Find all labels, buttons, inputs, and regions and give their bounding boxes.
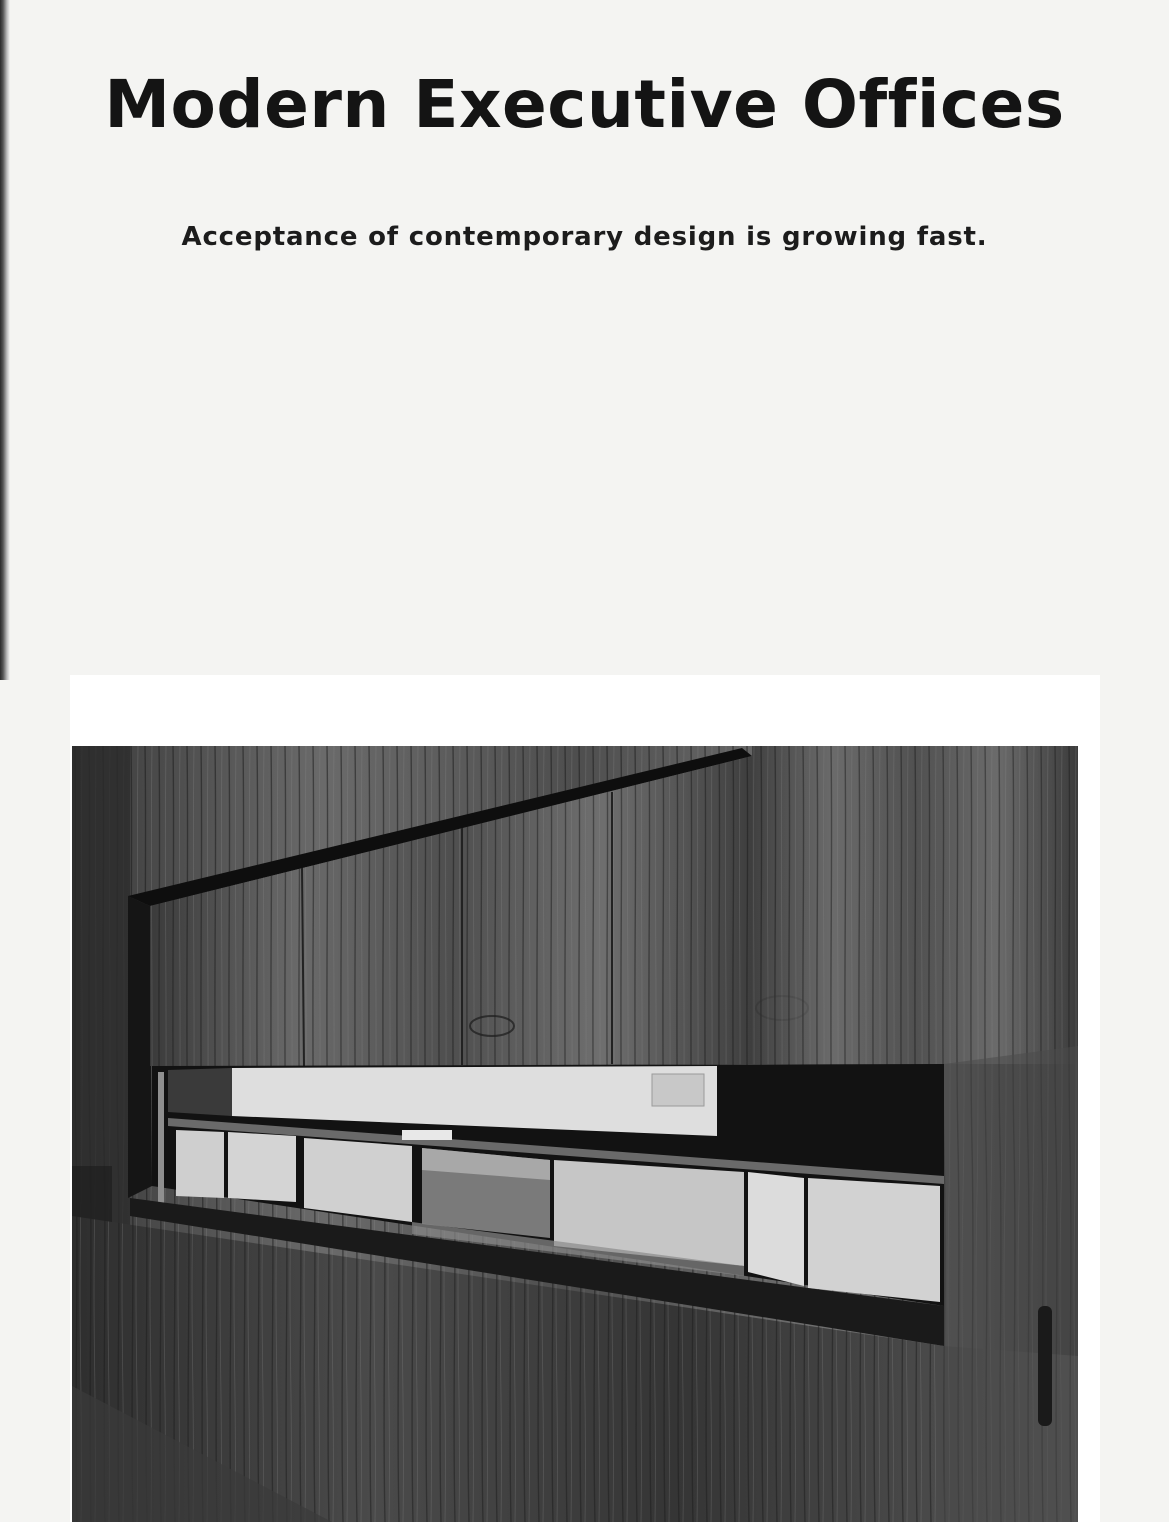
right-side-wall [944, 1046, 1078, 1522]
upper-shelf-left-dark [168, 1068, 232, 1116]
file-box-1 [176, 1130, 224, 1198]
file-box-3 [304, 1138, 412, 1222]
office-wall-photo [72, 746, 1078, 1522]
shelf-label-tab [402, 1130, 452, 1140]
cabinet-handle [1038, 1306, 1052, 1426]
page-subtitle: Acceptance of contemporary design is growing fast. [181, 222, 988, 252]
file-box-6 [748, 1172, 804, 1286]
file-box-7 [808, 1178, 940, 1302]
file-box-2 [228, 1132, 296, 1202]
cabinet-left-edge [128, 896, 152, 1198]
office-wall-illustration [72, 746, 1078, 1522]
right-wall-grain [752, 746, 1078, 1064]
shelf-card [652, 1074, 704, 1106]
page-title: Modern Executive Offices [104, 66, 1065, 143]
shelf-rod [158, 1072, 164, 1206]
